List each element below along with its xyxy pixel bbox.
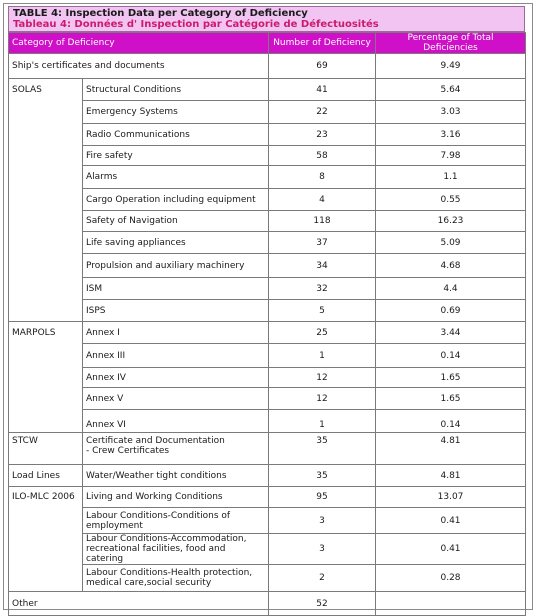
row-label: Propulsion and auxiliary machinery (83, 254, 269, 278)
table-row (9, 232, 526, 254)
table-row (9, 322, 526, 344)
table-row (9, 565, 526, 592)
table-row (9, 124, 526, 146)
row-number: 2 (269, 565, 376, 592)
row-percentage: 4.81 (376, 465, 526, 487)
table-row (9, 79, 526, 101)
row-number: 5 (269, 300, 376, 322)
row-label: Emergency Systems (83, 101, 269, 124)
row-number: 12 (269, 388, 376, 410)
row-percentage: 0.55 (376, 189, 526, 211)
group-marpols: MARPOLS (9, 322, 83, 433)
row-number: 35 (269, 433, 376, 465)
table-row (9, 368, 526, 388)
row-percentage: 0.14 (376, 344, 526, 368)
row-percentage: 5.64 (376, 79, 526, 101)
row-percentage: 13.07 (376, 487, 526, 508)
row-percentage: 4.68 (376, 254, 526, 278)
row-label: Annex IV (83, 368, 269, 388)
table-row (9, 344, 526, 368)
table-row (9, 166, 526, 189)
row-label: Ship's certificates and documents (9, 54, 269, 79)
row-label: Water/Weather tight conditions (83, 465, 269, 487)
row-label: Living and Working Conditions (83, 487, 269, 508)
table-row (9, 465, 526, 487)
table-subtitle: Tableau 4: Données d' Inspection par Catégorie de Défectuosités (13, 19, 379, 30)
row-label: ISPS (83, 300, 269, 322)
table-row (9, 101, 526, 124)
deficiency-table (8, 32, 526, 616)
row-percentage: 9.49 (376, 54, 526, 79)
table-row (9, 410, 526, 433)
row-label: Other (9, 592, 269, 616)
header-number: Number of Deficiency (269, 33, 376, 54)
group-stcw: STCW (9, 433, 83, 465)
row-percentage: 1.1 (376, 166, 526, 189)
row-label: Certificate and Documentation - Crew Certificates (83, 433, 269, 465)
row-percentage: 7.98 (376, 146, 526, 166)
row-label: Fire safety (83, 146, 269, 166)
row-label: Annex III (83, 344, 269, 368)
table-row (9, 388, 526, 410)
row-percentage: 4.4 (376, 278, 526, 300)
group-load-lines: Load Lines (9, 465, 83, 487)
row-number: 3 (269, 534, 376, 565)
row-number: 8 (269, 166, 376, 189)
row-label: Annex V (83, 388, 269, 410)
table-row (9, 508, 526, 534)
header-row (9, 33, 526, 54)
row-percentage: 0.69 (376, 300, 526, 322)
row-percentage: 3.16 (376, 124, 526, 146)
row-label: Alarms (83, 166, 269, 189)
row-label: Labour Conditions-Health protection, medical care,social security (83, 565, 269, 592)
row-number: 1 (269, 410, 376, 433)
row-number: 32 (269, 278, 376, 300)
row-percentage: 1.65 (376, 368, 526, 388)
table-row (9, 592, 526, 616)
table-row (9, 534, 526, 565)
row-percentage: 0.41 (376, 534, 526, 565)
row-label: Structural Conditions (83, 79, 269, 101)
table-row (9, 433, 526, 465)
row-percentage: 0.41 (376, 508, 526, 534)
row-number: 34 (269, 254, 376, 278)
row-number: 1 (269, 344, 376, 368)
row-label: Cargo Operation including equipment (83, 189, 269, 211)
row-number: 69 (269, 54, 376, 79)
table-row (9, 254, 526, 278)
row-number: 58 (269, 146, 376, 166)
row-percentage: 0.14 (376, 410, 526, 433)
table-row (9, 487, 526, 508)
row-number: 95 (269, 487, 376, 508)
row-number: 118 (269, 211, 376, 232)
row-percentage (376, 592, 526, 616)
row-label: Labour Conditions-Conditions of employment (83, 508, 269, 534)
row-number: 52 (269, 592, 376, 616)
row-number: 12 (269, 368, 376, 388)
row-label: Labour Conditions-Accommodation, recreational facilities, food and catering (83, 534, 269, 565)
header-percentage: Percentage of Total Deficiencies (376, 33, 526, 54)
table-title: TABLE 4: Inspection Data per Category of Deficiency (13, 8, 308, 19)
row-label: Life saving appliances (83, 232, 269, 254)
row-percentage: 0.28 (376, 565, 526, 592)
row-number: 25 (269, 322, 376, 344)
row-number: 3 (269, 508, 376, 534)
group-solas: SOLAS (9, 79, 83, 322)
row-percentage: 16.23 (376, 211, 526, 232)
table-row (9, 54, 526, 79)
table-row (9, 278, 526, 300)
row-number: 23 (269, 124, 376, 146)
row-label: Safety of Navigation (83, 211, 269, 232)
row-number: 37 (269, 232, 376, 254)
row-percentage: 5.09 (376, 232, 526, 254)
group-ilo: ILO-MLC 2006 (9, 487, 83, 592)
row-number: 35 (269, 465, 376, 487)
row-percentage: 4.81 (376, 433, 526, 465)
row-number: 4 (269, 189, 376, 211)
row-number: 41 (269, 79, 376, 101)
row-label: Annex I (83, 322, 269, 344)
row-label: Radio Communications (83, 124, 269, 146)
table-row (9, 146, 526, 166)
table-header-banner (8, 6, 525, 32)
table-row (9, 300, 526, 322)
row-number: 22 (269, 101, 376, 124)
row-percentage: 3.44 (376, 322, 526, 344)
row-label: Annex VI (83, 410, 269, 433)
row-label: ISM (83, 278, 269, 300)
row-percentage: 3.03 (376, 101, 526, 124)
row-percentage: 1.65 (376, 388, 526, 410)
table-row (9, 211, 526, 232)
table-row (9, 189, 526, 211)
header-category: Category of Deficiency (9, 33, 269, 54)
